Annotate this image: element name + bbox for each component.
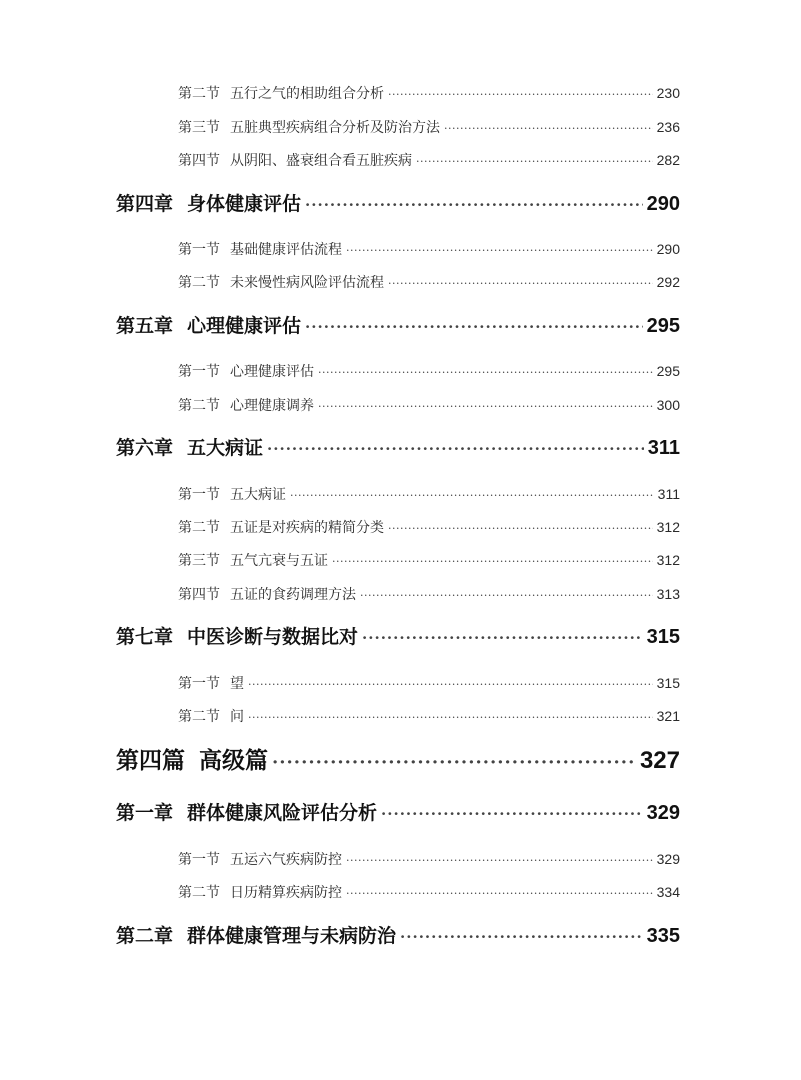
toc-chapter-number: 第五章 [116, 315, 174, 337]
dot-leader [318, 397, 653, 417]
toc-part[interactable] [116, 745, 680, 779]
toc-entry-page: 292 [656, 274, 680, 290]
dot-leader [388, 519, 653, 539]
toc-entry-number: 第一节 [178, 852, 220, 868]
dot-leader [346, 884, 653, 904]
toc-entry-number: 第一节 [178, 242, 220, 258]
toc-entry-title: 从阴阳、盛衰组合看五脏疾病 [230, 153, 412, 169]
toc-entry-page: 290 [656, 241, 680, 257]
toc-entry[interactable] [178, 484, 680, 506]
toc-entry-title: 望 [230, 676, 244, 692]
toc-entry[interactable] [178, 361, 680, 383]
toc-entry-page: 230 [656, 85, 680, 101]
toc-entry-number: 第一节 [178, 487, 220, 503]
dot-leader [346, 851, 653, 871]
dot-leader [400, 924, 643, 950]
toc-entry-number: 第二节 [178, 398, 220, 414]
toc-chapter[interactable] [116, 191, 680, 218]
dot-leader [346, 241, 653, 261]
toc-part-page: 327 [639, 747, 680, 774]
toc-entry-number: 第二节 [178, 885, 220, 901]
toc-chapter[interactable] [116, 624, 680, 651]
toc-entry-page: 313 [656, 586, 680, 602]
toc-entry-title: 五行之气的相助组合分析 [230, 86, 384, 102]
toc-entry-number: 第一节 [178, 676, 220, 692]
dot-leader [362, 625, 643, 651]
toc-entry-title: 五大病证 [230, 487, 286, 503]
toc-entry-title: 五脏典型疾病组合分析及防治方法 [230, 120, 440, 136]
dot-leader [360, 586, 653, 606]
dot-leader [272, 747, 636, 779]
toc-entry-page: 312 [656, 552, 680, 568]
toc-entry-number: 第四节 [178, 587, 220, 603]
dot-leader [416, 152, 653, 172]
toc-entry[interactable] [178, 517, 680, 539]
toc-chapter-number: 第四章 [116, 193, 174, 215]
toc-entry[interactable] [178, 550, 680, 572]
toc-entry-title: 心理健康调养 [230, 398, 314, 414]
toc-chapter-number: 第一章 [116, 802, 174, 824]
toc-entry-page: 312 [656, 519, 680, 535]
toc-chapter-page: 329 [646, 802, 680, 824]
dot-leader [290, 486, 654, 506]
dot-leader [248, 675, 653, 695]
toc-entry-page: 315 [656, 675, 680, 691]
toc-entry-number: 第二节 [178, 86, 220, 102]
toc-chapter-title: 中医诊断与数据比对 [187, 626, 359, 648]
dot-leader [444, 119, 653, 139]
toc-entry-number: 第三节 [178, 120, 220, 136]
toc-entry-page: 321 [656, 708, 680, 724]
dot-leader [318, 363, 653, 383]
toc-entry-page: 300 [656, 397, 680, 413]
toc-entry-page: 236 [656, 119, 680, 135]
dot-leader [267, 436, 644, 462]
toc-entry-title: 五气亢衰与五证 [230, 553, 328, 569]
toc-part-title: 高级篇 [199, 747, 268, 774]
toc-entry-title: 五证是对疾病的精简分类 [230, 520, 384, 536]
toc-entry[interactable] [178, 272, 680, 294]
toc-entry[interactable] [178, 706, 680, 728]
toc-entry-title: 日历精算疾病防控 [230, 885, 342, 901]
toc-chapter-number: 第六章 [116, 437, 174, 459]
toc-chapter-page: 290 [646, 193, 680, 215]
toc-entry[interactable] [178, 395, 680, 417]
toc-entry-number: 第二节 [178, 709, 220, 725]
toc-chapter-title: 五大病证 [187, 437, 264, 459]
toc-entry-page: 329 [656, 851, 680, 867]
dot-leader [332, 552, 653, 572]
toc-entry-page: 282 [656, 152, 680, 168]
dot-leader [381, 801, 643, 827]
dot-leader [305, 192, 643, 218]
toc-chapter-title: 身体健康评估 [187, 193, 302, 215]
toc-entry-title: 五证的食药调理方法 [230, 587, 356, 603]
toc-entry-title: 五运六气疾病防控 [230, 852, 342, 868]
dot-leader [305, 314, 643, 340]
toc-chapter-page: 335 [646, 925, 680, 947]
toc-entry-page: 311 [657, 486, 680, 502]
dot-leader [388, 85, 653, 105]
toc-chapter-number: 第七章 [116, 626, 174, 648]
toc-entry-number: 第一节 [178, 364, 220, 380]
toc-entry-number: 第三节 [178, 553, 220, 569]
dot-leader [248, 708, 653, 728]
toc-chapter[interactable] [116, 923, 680, 950]
toc-chapter-title: 群体健康管理与未病防治 [187, 925, 397, 947]
toc-chapter-number: 第二章 [116, 925, 174, 947]
toc-entry-title: 未来慢性病风险评估流程 [230, 275, 384, 291]
toc-entry[interactable] [178, 584, 680, 606]
toc-entry-page: 334 [656, 884, 680, 900]
toc-entry-title: 心理健康评估 [230, 364, 314, 380]
toc-entry[interactable] [178, 239, 680, 261]
toc-entry[interactable] [178, 117, 680, 139]
toc-entry-number: 第二节 [178, 520, 220, 536]
toc-chapter[interactable] [116, 313, 680, 340]
toc-entry-number: 第二节 [178, 275, 220, 291]
toc-entry-number: 第四节 [178, 153, 220, 169]
toc-entry-page: 295 [656, 363, 680, 379]
toc-part-number: 第四篇 [116, 747, 185, 774]
toc-entry[interactable] [178, 849, 680, 871]
toc-entry[interactable] [178, 83, 680, 105]
toc-chapter-page: 295 [646, 315, 680, 337]
dot-leader [388, 274, 653, 294]
toc-chapter-page: 311 [647, 437, 680, 459]
toc-chapter-title: 心理健康评估 [187, 315, 302, 337]
toc-entry-title: 问 [230, 709, 244, 725]
toc-entry[interactable] [178, 673, 680, 695]
toc-chapter-page: 315 [646, 626, 680, 648]
toc-chapter-title: 群体健康风险评估分析 [187, 802, 378, 824]
toc-entry[interactable] [178, 882, 680, 904]
toc-chapter[interactable] [116, 435, 680, 462]
toc-entry-title: 基础健康评估流程 [230, 242, 342, 258]
toc-chapter[interactable] [116, 800, 680, 827]
toc-entry[interactable] [178, 150, 680, 172]
